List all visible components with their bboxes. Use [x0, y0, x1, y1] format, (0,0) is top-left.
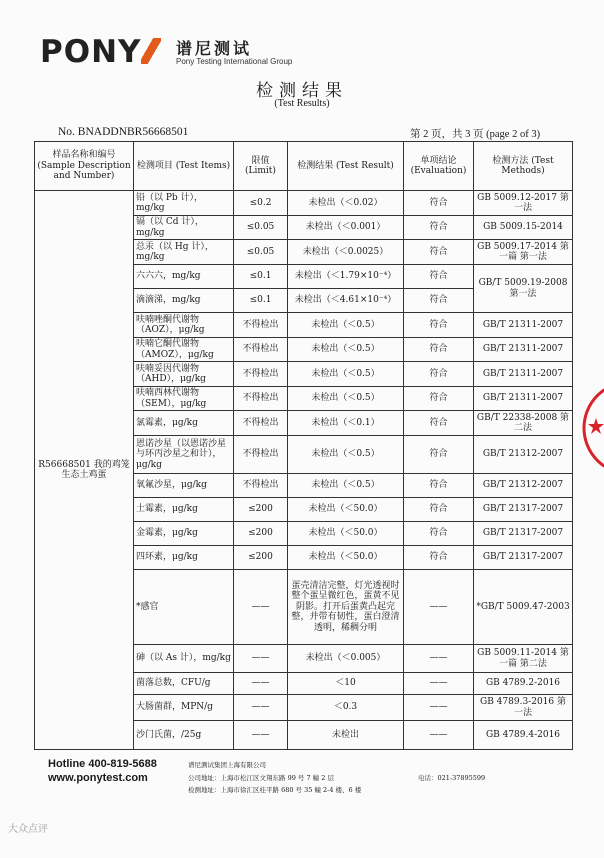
evaluation-cell: 符合 — [404, 436, 474, 474]
result-cell: 未检出（＜1.79×10⁻⁴） — [288, 265, 404, 289]
result-cell: 未检出（＜50.0） — [288, 546, 404, 570]
evaluation-cell: —— — [404, 673, 474, 695]
evaluation-cell: 符合 — [404, 411, 474, 436]
result-cell: 未检出（＜4.61×10⁻⁴） — [288, 289, 404, 313]
evaluation-cell: 符合 — [404, 191, 474, 216]
method-cell: GB/T 5009.19-2008 第一法 — [474, 265, 573, 313]
test-item: 氯霉素，μg/kg — [134, 411, 234, 436]
result-cell: 未检出（＜0.0025） — [288, 240, 404, 265]
col-header-methods: 检测方法 (Test Methods) — [474, 142, 573, 191]
limit-cell: ≤200 — [234, 522, 288, 546]
evaluation-cell: 符合 — [404, 313, 474, 338]
test-item: 恩诺沙星（以恩诺沙星与环丙沙星之和计），μg/kg — [134, 436, 234, 474]
limit-cell: 不得检出 — [234, 411, 288, 436]
limit-cell: —— — [234, 645, 288, 673]
test-item: 金霉素，μg/kg — [134, 522, 234, 546]
result-cell: 未检出（＜50.0） — [288, 498, 404, 522]
method-cell: GB/T 21311-2007 — [474, 313, 573, 338]
page-subtitle: (Test Results) — [274, 98, 330, 109]
limit-cell: ≤0.1 — [234, 289, 288, 313]
method-cell: GB/T 21317-2007 — [474, 546, 573, 570]
result-cell: 未检出（＜0.5） — [288, 387, 404, 411]
test-item: 沙门氏菌，/25g — [134, 721, 234, 750]
watermark: 大众点评 — [8, 824, 48, 835]
sample-cell: R56668501 我的鸡笼生态土鸡蛋 — [35, 191, 134, 750]
evaluation-cell: 符合 — [404, 362, 474, 387]
method-cell: GB 5009.17-2014 第一篇 第一法 — [474, 240, 573, 265]
evaluation-cell: 符合 — [404, 387, 474, 411]
result-cell: 未检出（＜0.005） — [288, 645, 404, 673]
method-cell: *GB/T 5009.47-2003 — [474, 570, 573, 645]
evaluation-cell: 符合 — [404, 216, 474, 240]
limit-cell: ≤0.05 — [234, 240, 288, 265]
test-item: 砷（以 As 计），mg/kg — [134, 645, 234, 673]
limit-cell: 不得检出 — [234, 474, 288, 498]
evaluation-cell: 符合 — [404, 474, 474, 498]
test-item: 呋喃西林代谢物（SEM），μg/kg — [134, 387, 234, 411]
evaluation-cell: —— — [404, 570, 474, 645]
method-cell: GB/T 21312-2007 — [474, 436, 573, 474]
col-header-evaluation: 单项结论 (Evaluation) — [404, 142, 474, 191]
limit-cell: 不得检出 — [234, 362, 288, 387]
test-item: 菌落总数，CFU/g — [134, 673, 234, 695]
company-name: 谱尼测试集团上海有限公司 — [188, 761, 266, 769]
pony-logo: PONY — [40, 34, 161, 70]
result-cell: 未检出 — [288, 721, 404, 750]
method-cell: GB/T 21311-2007 — [474, 387, 573, 411]
evaluation-cell: 符合 — [404, 498, 474, 522]
limit-cell: 不得检出 — [234, 313, 288, 338]
evaluation-cell: —— — [404, 695, 474, 721]
table-header-row — [35, 142, 573, 191]
result-cell: 未检出（＜0.5） — [288, 474, 404, 498]
hotline-text: Hotline 400-819-5688 — [48, 758, 157, 770]
result-cell: 未检出（＜0.02） — [288, 191, 404, 216]
evaluation-cell: 符合 — [404, 240, 474, 265]
limit-cell: ≤200 — [234, 498, 288, 522]
test-item: 呋喃唑酮代谢物（AOZ），μg/kg — [134, 313, 234, 338]
test-item: 氧氟沙星，μg/kg — [134, 474, 234, 498]
limit-cell: —— — [234, 570, 288, 645]
limit-cell: ≤0.2 — [234, 191, 288, 216]
method-cell: GB/T 22338-2008 第二法 — [474, 411, 573, 436]
col-header-result: 检测结果 (Test Result) — [288, 142, 404, 191]
col-header-sample: 样品名称和编号 (Sample Description and Number) — [35, 142, 134, 191]
result-cell: 未检出（＜50.0） — [288, 522, 404, 546]
limit-cell: 不得检出 — [234, 387, 288, 411]
method-cell: GB/T 21317-2007 — [474, 522, 573, 546]
lab-address: 检测地址：上海市徐汇区桂平路 680 号 35 幢 2-4 楼、6 楼 — [188, 786, 362, 794]
evaluation-cell: 符合 — [404, 546, 474, 570]
col-header-limit: 限值 (Limit) — [234, 142, 288, 191]
limit-cell: ≤0.05 — [234, 216, 288, 240]
test-item: 六六六，mg/kg — [134, 265, 234, 289]
seal-star-icon — [588, 418, 604, 434]
table-row — [35, 191, 573, 216]
test-item: 土霉素，μg/kg — [134, 498, 234, 522]
limit-cell: 不得检出 — [234, 436, 288, 474]
logo-slash-icon — [141, 38, 161, 64]
method-cell: GB/T 21311-2007 — [474, 338, 573, 362]
page-info: 第 2 页，共 3 页 (page 2 of 3) — [410, 129, 541, 140]
report-header — [40, 30, 560, 76]
evaluation-cell: 符合 — [404, 522, 474, 546]
result-cell: 未检出（＜0.1） — [288, 411, 404, 436]
limit-cell: —— — [234, 721, 288, 750]
red-seal-stamp — [582, 378, 604, 478]
evaluation-cell: —— — [404, 721, 474, 750]
method-cell: GB 4789.4-2016 — [474, 721, 573, 750]
test-item: 滴滴涕，mg/kg — [134, 289, 234, 313]
method-cell: GB 4789.2-2016 — [474, 673, 573, 695]
company-address: 公司地址：上海市松江区文翔东路 99 号 7 幢 2 层 — [188, 774, 334, 782]
result-cell: ＜10 — [288, 673, 404, 695]
evaluation-cell: 符合 — [404, 338, 474, 362]
method-cell: GB/T 21317-2007 — [474, 498, 573, 522]
result-cell: 未检出（＜0.5） — [288, 362, 404, 387]
limit-cell: 不得检出 — [234, 338, 288, 362]
method-cell: GB 5009.11-2014 第一篇 第二法 — [474, 645, 573, 673]
col-header-items: 检测项目 (Test Items) — [134, 142, 234, 191]
limit-cell: ≤0.1 — [234, 265, 288, 289]
test-item: 呋喃妥因代谢物（AHD），μg/kg — [134, 362, 234, 387]
phone-number: 电话：021-37895599 — [418, 774, 486, 782]
test-item: 镉（以 Cd 计），mg/kg — [134, 216, 234, 240]
report-number: No. BNADDNBR56668501 — [58, 126, 189, 138]
website-link[interactable]: www.ponytest.com — [48, 772, 148, 784]
result-cell: ＜0.3 — [288, 695, 404, 721]
test-item: 铅（以 Pb 计），mg/kg — [134, 191, 234, 216]
page-title: 检测结果 — [256, 81, 348, 101]
method-cell: GB/T 21311-2007 — [474, 362, 573, 387]
result-cell: 未检出（＜0.5） — [288, 338, 404, 362]
method-cell: GB 5009.15-2014 — [474, 216, 573, 240]
test-item: 大肠菌群，MPN/g — [134, 695, 234, 721]
result-cell: 蛋壳清洁完整，灯光透视时整个蛋呈微红色，蛋黄不见阴影。打开后蛋黄凸起完整，并带有韧性，蛋白澄清透明，稀稠分明 — [288, 570, 404, 645]
test-item: 四环素，μg/kg — [134, 546, 234, 570]
method-cell: GB/T 21312-2007 — [474, 474, 573, 498]
result-cell: 未检出（＜0.5） — [288, 436, 404, 474]
method-cell: GB 4789.3-2016 第一法 — [474, 695, 573, 721]
result-cell: 未检出（＜0.5） — [288, 313, 404, 338]
results-table — [34, 141, 573, 750]
method-cell: GB 5009.12-2017 第一法 — [474, 191, 573, 216]
brand-name-cn: 谱尼测试 — [176, 39, 253, 58]
evaluation-cell: 符合 — [404, 289, 474, 313]
test-item: 总汞（以 Hg 计），mg/kg — [134, 240, 234, 265]
limit-cell: —— — [234, 695, 288, 721]
limit-cell: —— — [234, 673, 288, 695]
evaluation-cell: —— — [404, 645, 474, 673]
evaluation-cell: 符合 — [404, 265, 474, 289]
brand-name-en: Pony Testing International Group — [176, 57, 293, 66]
test-item: 呋喃它酮代谢物（AMOZ），μg/kg — [134, 338, 234, 362]
test-item: *感官 — [134, 570, 234, 645]
limit-cell: ≤200 — [234, 546, 288, 570]
result-cell: 未检出（＜0.001） — [288, 216, 404, 240]
report-footer — [0, 758, 604, 858]
